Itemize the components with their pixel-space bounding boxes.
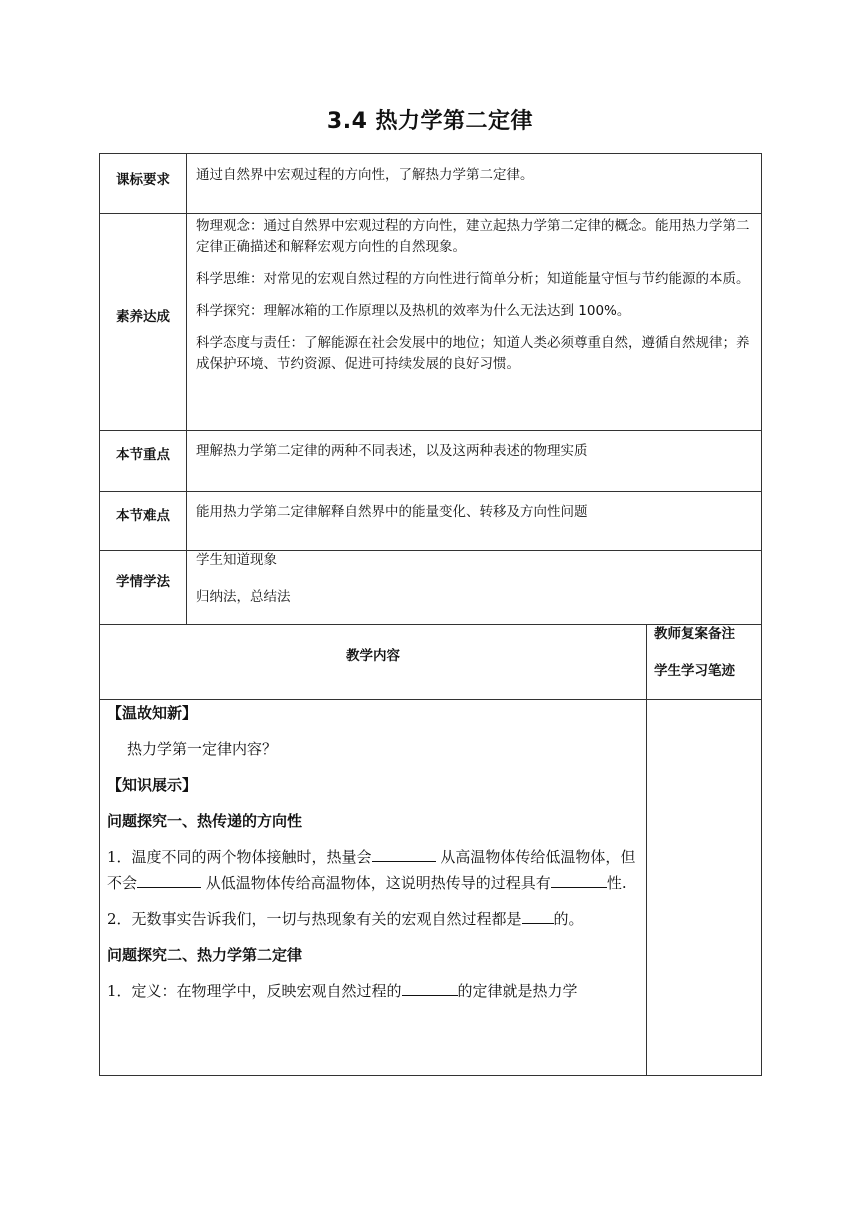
fill-blank — [372, 845, 436, 862]
row-label-key: 本节重点 — [116, 447, 170, 463]
method-line-1: 学生知道现象 — [196, 552, 277, 568]
question-3-part-b: 的定律就是热力学 — [457, 982, 578, 1000]
fill-blank — [402, 979, 458, 996]
page-title: 3.4 热力学第二定律 — [326, 109, 534, 134]
student-notes-header: 学生学习笔迹 — [654, 663, 735, 679]
literacy-physics-concept: 物理观念：通过自然界中宏观过程的方向性，建立起热力学第二定律的概念。能用热力学第二定律正确描述和解释宏观方向性的自然现象。 — [196, 218, 750, 255]
content-body — [107, 700, 642, 1004]
question-2-part-b: 的。 — [553, 910, 584, 928]
knowledge-heading: 【知识展示】 — [107, 776, 198, 794]
method-line-2: 归纳法，总结法 — [196, 589, 291, 605]
row-label-difficulty: 本节难点 — [116, 508, 170, 524]
inquiry-2-heading: 问题探究二、热力学第二定律 — [107, 946, 303, 964]
fill-blank — [137, 871, 201, 888]
question-1-part-b: 从高温物体传给低温物体，但不会 — [107, 848, 636, 892]
question-3 — [107, 978, 642, 1004]
review-heading: 【温故知新】 — [107, 704, 198, 722]
row-label-standard: 课标要求 — [116, 172, 170, 188]
literacy-scientific-thinking: 科学思维：对常见的宏观自然过程的方向性进行简单分析；知道能量守恒与节约能源的本质。 — [196, 271, 750, 287]
literacy-block — [196, 216, 754, 386]
inquiry-1-heading: 问题探究一、热传递的方向性 — [107, 812, 303, 830]
question-1-part-c: 从低温物体传给高温物体，这说明热传导的过程具有 — [205, 874, 551, 892]
row-divider — [100, 213, 761, 214]
standard-text: 通过自然界中宏观过程的方向性，了解热力学第二定律。 — [196, 167, 534, 183]
key-text: 理解热力学第二定律的两种不同表述，以及这两种表述的物理实质 — [196, 443, 588, 459]
row-label-literacy: 素养达成 — [116, 309, 170, 325]
question-2-part-a: 2．无数事实告诉我们，一切与热现象有关的宏观自然过程都是 — [107, 910, 522, 928]
lesson-plan-table — [99, 153, 762, 1076]
notes-column-divider — [646, 624, 647, 1076]
question-2 — [107, 906, 642, 932]
literacy-scientific-inquiry: 科学探究：理解冰箱的工作原理以及热机的效率为什么无法达到 100%。 — [196, 303, 631, 319]
question-1 — [107, 844, 642, 896]
difficulty-text: 能用热力学第二定律解释自然界中的能量变化、转移及方向性问题 — [196, 504, 588, 520]
label-column-divider — [186, 154, 187, 624]
fill-blank — [522, 907, 554, 924]
question-3-part-a: 1．定义：在物理学中，反映宏观自然过程的 — [107, 982, 402, 1000]
question-1-part-a: 1．温度不同的两个物体接触时，热量会 — [107, 848, 372, 866]
row-divider — [100, 491, 761, 492]
literacy-attitude: 科学态度与责任：了解能源在社会发展中的地位；知道人类必须尊重自然，遵循自然规律；养成保护环境、节约资源、促进可持续发展的良好习惯。 — [196, 335, 750, 372]
row-divider — [100, 430, 761, 431]
content-header: 教学内容 — [346, 648, 400, 664]
review-question: 热力学第一定律内容？ — [127, 740, 278, 758]
question-1-part-d: 性. — [606, 874, 627, 892]
teacher-notes-header: 教师复案备注 — [654, 626, 735, 642]
row-label-method: 学情学法 — [116, 574, 170, 590]
fill-blank — [551, 871, 607, 888]
